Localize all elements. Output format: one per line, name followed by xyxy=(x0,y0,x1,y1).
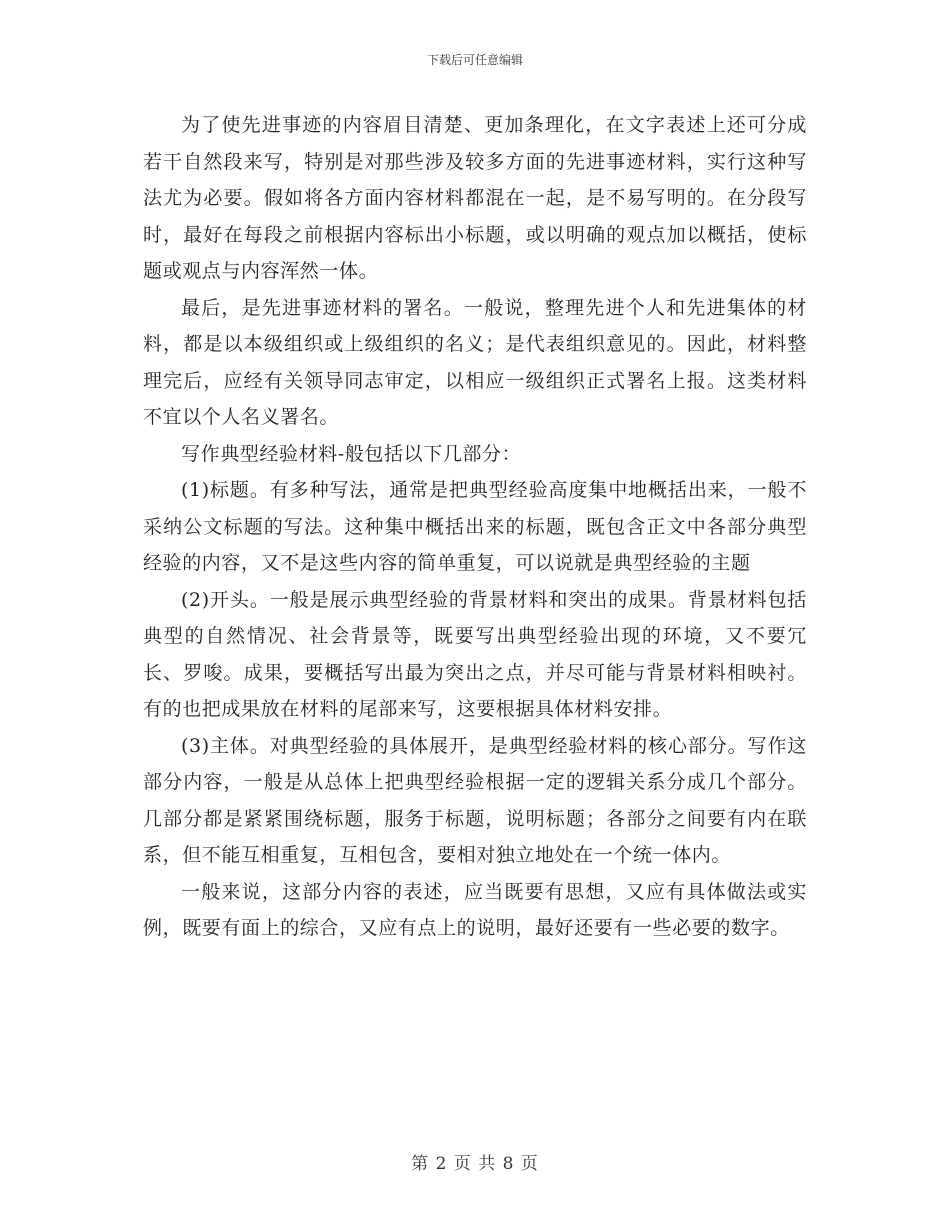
paragraph-expression: 一般来说，这部分内容的表述，应当既要有思想，又应有具体做法或实例，既要有面上的综合，又应有点上的说明，最好还要有一些必要的数字。 xyxy=(143,880,807,939)
page-header: 下载后可任意编辑 xyxy=(426,53,523,67)
document-body xyxy=(143,107,807,947)
paragraph-title-section: (1)标题。有多种写法，通常是把典型经验高度集中地概括出来，一般不采纳公文标题的写法。这种集中概括出来的标题，既包含正文中各部分典型经验的内容，又不是这些内容的简单重复，可以说就是典型经验的主题 xyxy=(143,479,807,574)
paragraph-opening-section: (2)开头。一般是展示典型经验的背景材料和突出的成果。背景材料包括典型的自然情况、社会背景等，既要写出典型经验出现的环境，又不要冗长、罗唆。成果，要概括写出最为突出之点，并尽可能与背景材料相映衬。有的也把成果放在材料的尾部来写，这要根据具体材料安排。 xyxy=(143,588,807,720)
paragraph-experience-intro: 写作典型经验材料-般包括以下几部分： xyxy=(181,442,522,465)
paragraph-main-body-section: (3)主体。对典型经验的具体展开，是典型经验材料的核心部分。写作这部分内容，一般是从总体上把典型经验根据一定的逻辑关系分成几个部分。几部分都是紧紧围绕标题，服务于标题，说明标题；各部分之间要有内在联系，但不能互相重复，互相包含，要相对独立地处在一个统一体内。 xyxy=(143,734,807,866)
paragraph-signature: 最后，是先进事迹材料的署名。一般说，整理先进个人和先进集体的材料，都是以本级组织或上级组织的名义；是代表组织意见的。因此，材料整理完后，应经有关领导同志审定，以相应一级组织正式署名上报。这类材料不宜以个人名义署名。 xyxy=(143,296,807,428)
page-number: 第 2 页 共 8 页 xyxy=(411,1154,539,1174)
paragraph-section-clarity: 为了使先进事迹的内容眉目清楚、更加条理化，在文字表述上还可分成若干自然段来写，特别是对那些涉及较多方面的先进事迹材料，实行这种写法尤为必要。假如将各方面内容材料都混在一起，是不易写明的。在分段写时，最好在每段之前根据内容标出小标题，或以明确的观点加以概括，使标题或观点与内容浑然一体。 xyxy=(143,114,807,282)
